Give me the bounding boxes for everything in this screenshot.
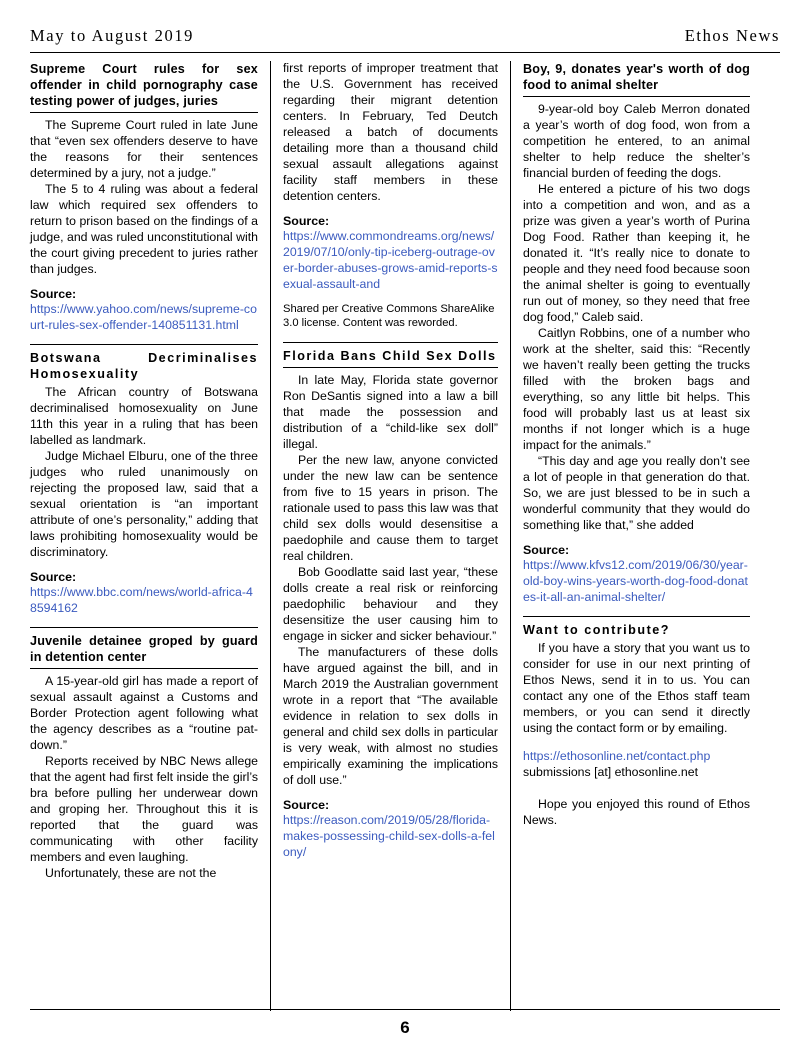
section-rule	[523, 616, 750, 617]
article-botswana	[30, 344, 258, 617]
headline-rule	[30, 668, 258, 669]
closing-note: Hope you enjoyed this round of Ethos News.	[523, 796, 750, 827]
headline-rule	[283, 367, 498, 368]
masthead	[30, 26, 780, 52]
article-paragraph: Bob Goodlatte said last year, “these dolls create a real risk or reinforcing paedophilic behaviour and they desensitize the user causing him to engage in sicker and sicker behaviour.”	[283, 565, 498, 643]
source-label: Source:	[30, 287, 77, 302]
column-3	[510, 61, 750, 1011]
source-label: Source:	[30, 570, 77, 585]
contact-email: submissions [at] ethosonline.net	[523, 764, 698, 779]
article-paragraph: “This day and age you really don’t see a lot of people in that generation do that. So, we are just blessed to be in such a wonderful community that they would do something like that,” she added	[523, 453, 750, 532]
headline-rule	[523, 96, 750, 97]
source-label: Source:	[283, 797, 330, 812]
source-label: Source:	[523, 542, 570, 557]
section-rule	[283, 342, 498, 343]
article-headline: Florida Bans Child Sex Dolls	[283, 349, 497, 364]
masthead-rule	[30, 52, 780, 53]
masthead-date: May to August 2019	[30, 26, 195, 45]
article-paragraph: Judge Michael Elburu, one of the three judges who ruled unanimously on rejecting the proposed law, said that a sexual orientation is “an important attribute of one’s personality,” adding that laws prohibiting homosexuality would be discriminatory.	[30, 449, 258, 560]
article-dog-food-donation	[523, 61, 750, 606]
article-headline: Juvenile detainee groped by guard in detention center	[30, 634, 258, 665]
article-paragraph: The 5 to 4 ruling was about a federal law which required sex offenders to return to prison based on the findings of a judge, and was ruled unconstitutional with the court giving precedent to juries rather than judges.	[30, 182, 258, 277]
section-contribute	[523, 616, 750, 829]
source-link[interactable]: https://www.bbc.com/news/world-africa-48594162	[30, 585, 253, 616]
section-rule	[30, 344, 258, 345]
page-number: 6	[400, 1018, 410, 1037]
contact-form-link[interactable]: https://ethosonline.net/contact.php	[523, 748, 711, 763]
article-paragraph: Reports received by NBC News allege that the agent had first felt inside the girl’s bra before pulling her underwear down and groping her. Throughout this it is reported that the guard was communicating with other facility members and even laughing.	[30, 754, 258, 865]
source-link[interactable]: https://www.kfvs12.com/2019/06/30/year-old-boy-wins-years-worth-dog-food-donates-it-all-an-animal-shelter/	[523, 557, 748, 604]
article-paragraph: In late May, Florida state governor Ron DeSantis signed into a law a bill that made the possession and distribution of a “child-like sex doll” illegal.	[283, 373, 498, 452]
article-paragraph: The Supreme Court ruled in late June that “even sex offenders deserve to have the reasons for their sentences determined by a jury, not a judge.”	[30, 118, 258, 181]
contribute-headline: Want to contribute?	[523, 622, 670, 637]
source-link[interactable]: https://reason.com/2019/05/28/florida-makes-possessing-child-sex-dolls-a-felony/	[283, 812, 495, 859]
column-1	[30, 61, 270, 1011]
article-paragraph: Per the new law, anyone convicted under the new law can be sentence from five to 15 years in prison. The rationale used to pass this law was that child sex dolls would desensitise a paedophile and cause them to target real children.	[283, 453, 498, 564]
article-headline: Botswana Decriminalises Homosexuality	[30, 351, 258, 382]
article-paragraph: The manufacturers of these dolls have argued against the bill, and in March 2019 the Australian government wrote in a report that “The available evidence in relation to sex dolls in general and child sex dolls in particular is very weak, with almost no studies empirically examining the implications of doll use.”	[283, 644, 498, 787]
column-2	[270, 61, 510, 1011]
article-headline: Supreme Court rules for sex offender in child pornography case testing power of judges, juries	[30, 62, 258, 109]
article-juvenile-detainee-continued	[283, 61, 498, 331]
license-note: Shared per Creative Commons ShareAlike 3.0 license. Content was reworded.	[283, 302, 495, 330]
footer-rule	[30, 1009, 780, 1010]
article-paragraph: Caitlyn Robbins, one of a number who work at the shelter, said this: “Recently we haven’t really been getting the trucks filled with the broken bags and everything, so any little bit helps. This food will probably last us at least six months if not longer which is a huge impact for the animals.”	[523, 326, 750, 452]
contribute-paragraph: If you have a story that you want us to consider for use in our next printing of Ethos News, send it in to us. You can contact any one of the Ethos staff team members, or you can send it directly using the contact form or by emailing.	[523, 640, 750, 735]
article-florida-sex-dolls	[283, 342, 498, 861]
article-continuation: first reports of improper treatment that the U.S. Government has received regarding their migrant detention centers. In February, Ted Deutch released a batch of documents detailing more than a thousand child sexual assault allegations against facility staff members in these detention centers.	[283, 61, 498, 203]
article-paragraph: A 15-year-old girl has made a report of sexual assault against a Customs and Border Protection agent following what the agency describes as a “routine pat-down.”	[30, 674, 258, 753]
source-link[interactable]: https://www.yahoo.com/news/supreme-court-rules-sex-offender-140851131.html	[30, 302, 257, 333]
article-paragraph: 9-year-old boy Caleb Merron donated a year’s worth of dog food, won from a competition he entered, to an animal shelter to help reduce the shelter’s financial burden of feeding the dogs.	[523, 102, 750, 181]
source-link[interactable]: https://www.commondreams.org/news/2019/07/10/only-tip-iceberg-outrage-over-border-abuses-grows-amid-reports-sexual-assault-and	[283, 228, 498, 291]
article-supreme-court	[30, 61, 258, 334]
article-paragraph: Unfortunately, these are not the	[45, 866, 217, 881]
article-columns	[30, 61, 780, 1011]
article-paragraph: The African country of Botswana decriminalised homosexuality on June 11th this year in a ruling that has been labelled as landmark.	[30, 385, 258, 448]
section-rule	[30, 627, 258, 628]
article-paragraph: He entered a picture of his two dogs into a competition and won, and as a prize was given a year’s worth of Purina Dog Food. Rather than keeping it, he donated it. “It’s really nice to donate to people and they need food because soon the animal shelter is going to eventually run out of money, so they need that free dog food,” Caleb said.	[523, 182, 750, 325]
headline-rule	[30, 112, 258, 113]
article-headline: Boy, 9, donates year's worth of dog food to animal shelter	[523, 62, 750, 93]
article-juvenile-detainee	[30, 627, 258, 882]
masthead-publication: Ethos News	[684, 26, 780, 45]
source-label: Source:	[283, 213, 330, 228]
